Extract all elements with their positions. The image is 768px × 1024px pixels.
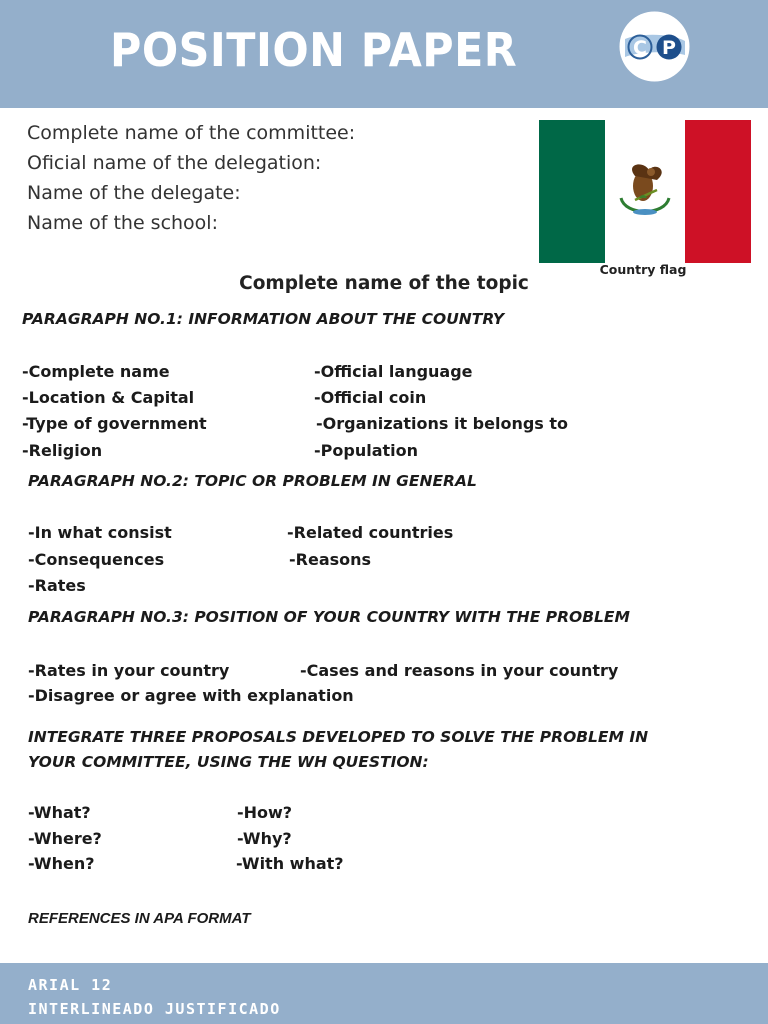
p3-item: -Rates in your country [28,661,230,680]
cp-logo [619,11,690,82]
flag-caption: Country flag [599,262,687,277]
footer-font-note: ARIAL 12 [28,976,113,994]
logo-letter-p: P [662,37,676,59]
p3-item: -Disagree or agree with explanation [28,686,354,705]
p2-right-item: -Reasons [289,550,372,569]
proposals-heading-line2: YOUR COMMITTEE, USING THE WH QUESTION: [28,753,429,771]
p3-item: -Cases and reasons in your country [300,661,619,680]
delegate-line: Name of the delegate: [27,182,241,204]
page-title: POSITION PAPER [110,23,518,77]
p2-left-item: -Consequences [28,550,165,569]
p1-left-item: -Religion [22,441,103,460]
footer-banner [0,963,768,1024]
topic-title: Complete name of the topic [239,273,529,294]
p1-left-item: -Complete name [22,362,170,381]
p1-right-item: -Official coin [314,388,427,407]
p2-left-item: -In what consist [28,523,172,542]
p2-right-item: -Related countries [287,523,454,542]
delegate-info [27,118,355,238]
delegation-line: Oficial name of the delegation: [27,152,322,174]
paragraph3-heading: PARAGRAPH NO.3: POSITION OF YOUR COUNTRY WITH THE PROBLEM [28,608,630,626]
flag-red-stripe [685,120,751,263]
p1-right-item: -Official language [314,362,473,381]
p1-right-item: -Population [314,441,418,460]
school-line: Name of the school: [27,212,218,234]
logo-letter-c: C [633,37,647,59]
proposals-heading-line1: INTEGRATE THREE PROPOSALS DEVELOPED TO SOLVE THE PROBLEM IN [28,728,649,746]
flag-green-stripe [539,120,605,263]
wh-question: -How? [237,803,293,822]
p1-right-item: -Organizations it belongs to [316,414,569,433]
p1-left-item: -Location & Capital [22,388,195,407]
paragraph2-heading: PARAGRAPH NO.2: TOPIC OR PROBLEM IN GENERAL [28,472,477,490]
p1-left-item: -Type of government [22,414,207,433]
committee-line: Complete name of the committee: [27,122,356,144]
p2-left-item: -Rates [28,576,86,595]
references-heading: REFERENCES IN APA FORMAT [28,910,251,927]
wh-question: -With what? [236,854,344,873]
paragraph1-heading: PARAGRAPH NO.1: INFORMATION ABOUT THE COUNTRY [22,310,505,328]
mexico-flag [539,120,751,263]
wh-question: -When? [28,854,95,873]
wh-question: -What? [28,803,91,822]
wh-question: -Where? [28,829,102,848]
footer-spacing-note: INTERLINEADO JUSTIFICADO [28,1000,281,1018]
wh-question: -Why? [237,829,292,848]
header-banner [0,0,768,108]
